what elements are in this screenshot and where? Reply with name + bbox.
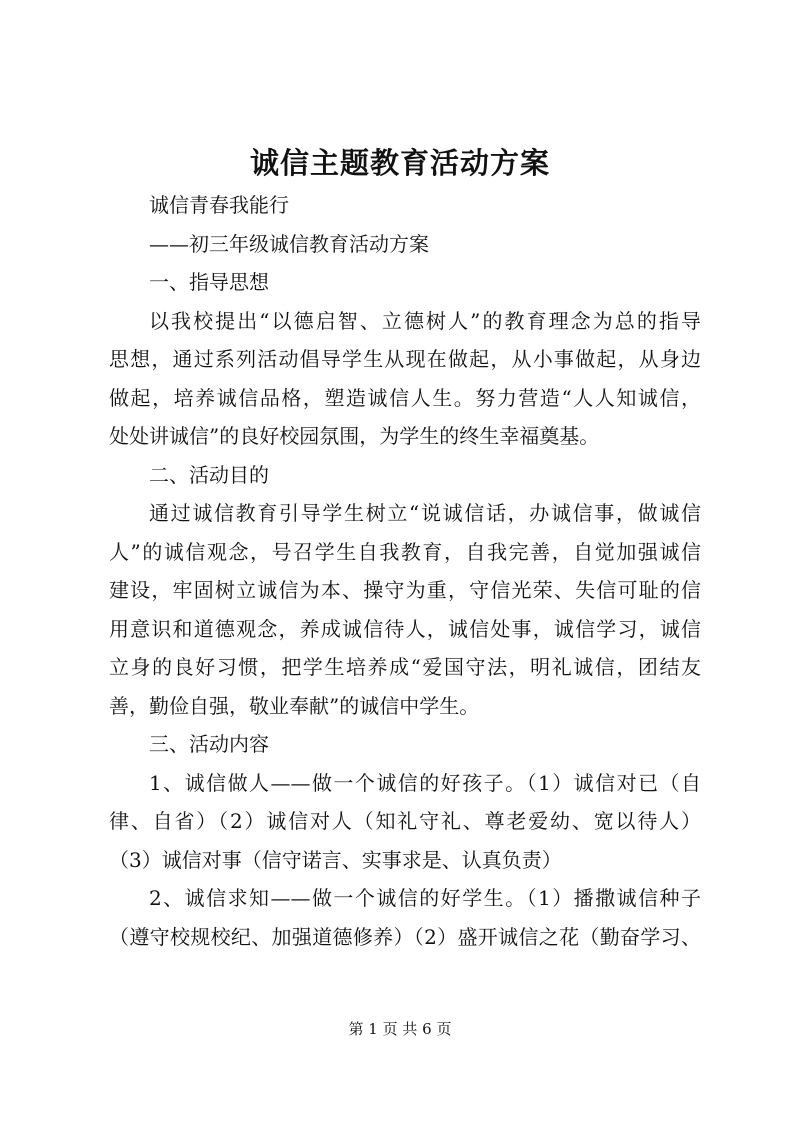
- document-body: [109, 186, 701, 956]
- paragraph-line: 思想，通过系列活动倡导学生从现在做起，从小事做起，从身边: [109, 347, 701, 371]
- paragraph-line: 2、诚信求知——做一个诚信的好学生。（1）播撒诚信种子: [149, 886, 701, 910]
- paragraph-line: 善，勤俭自强，敬业奉献”的诚信中学生。: [109, 693, 480, 718]
- paragraph-line: 处处讲诚信”的良好校园氛围，为学生的终生幸福奠基。: [109, 424, 600, 448]
- paragraph-line: 1、诚信做人——做一个诚信的好孩子。（1）诚信对已（自: [149, 770, 701, 795]
- section-heading: 三、活动内容: [149, 732, 269, 756]
- paragraph-line: 以我校提出“以德启智、立德树人”的教育理念为总的指导: [149, 308, 701, 333]
- paragraph-line: （遵守校规校纪、加强道德修养）（2）盛开诚信之花（勤奋学习、: [109, 924, 701, 949]
- paragraph-line: 做起，培养诚信品格，塑造诚信人生。努力营造“人人知诚信，: [109, 385, 701, 410]
- subtitle-line: ——初三年级诚信教育活动方案: [149, 231, 429, 256]
- section-heading: 一、指导思想: [149, 270, 269, 294]
- paragraph-line: 通过诚信教育引导学生树立“说诚信话，办诚信事，做诚信: [149, 501, 701, 525]
- paragraph-line: 立身的良好习惯，把学生培养成“爱国守法，明礼诚信，团结友: [109, 655, 701, 679]
- paragraph-line: （3）诚信对事（信守诺言、实事求是、认真负责）: [109, 847, 562, 872]
- document-title: 诚信主题教育活动方案: [249, 146, 550, 180]
- page-number-footer: 第 1 页 共 6 页: [348, 1020, 452, 1038]
- paragraph-line: 人”的诚信观念，号召学生自我教育，自我完善，自觉加强诚信: [109, 539, 701, 564]
- section-heading: 二、活动目的: [149, 462, 269, 487]
- subtitle-line: 诚信青春我能行: [149, 193, 289, 217]
- paragraph-line: 用意识和道德观念，养成诚信待人，诚信处事，诚信学习，诚信: [109, 616, 701, 641]
- paragraph-line: 建设，牢固树立诚信为本、操守为重，守信光荣、失信可耻的信: [109, 578, 701, 602]
- paragraph-line: 律、自省）（2）诚信对人（知礼守礼、尊老爱幼、宽以待人）: [109, 809, 701, 833]
